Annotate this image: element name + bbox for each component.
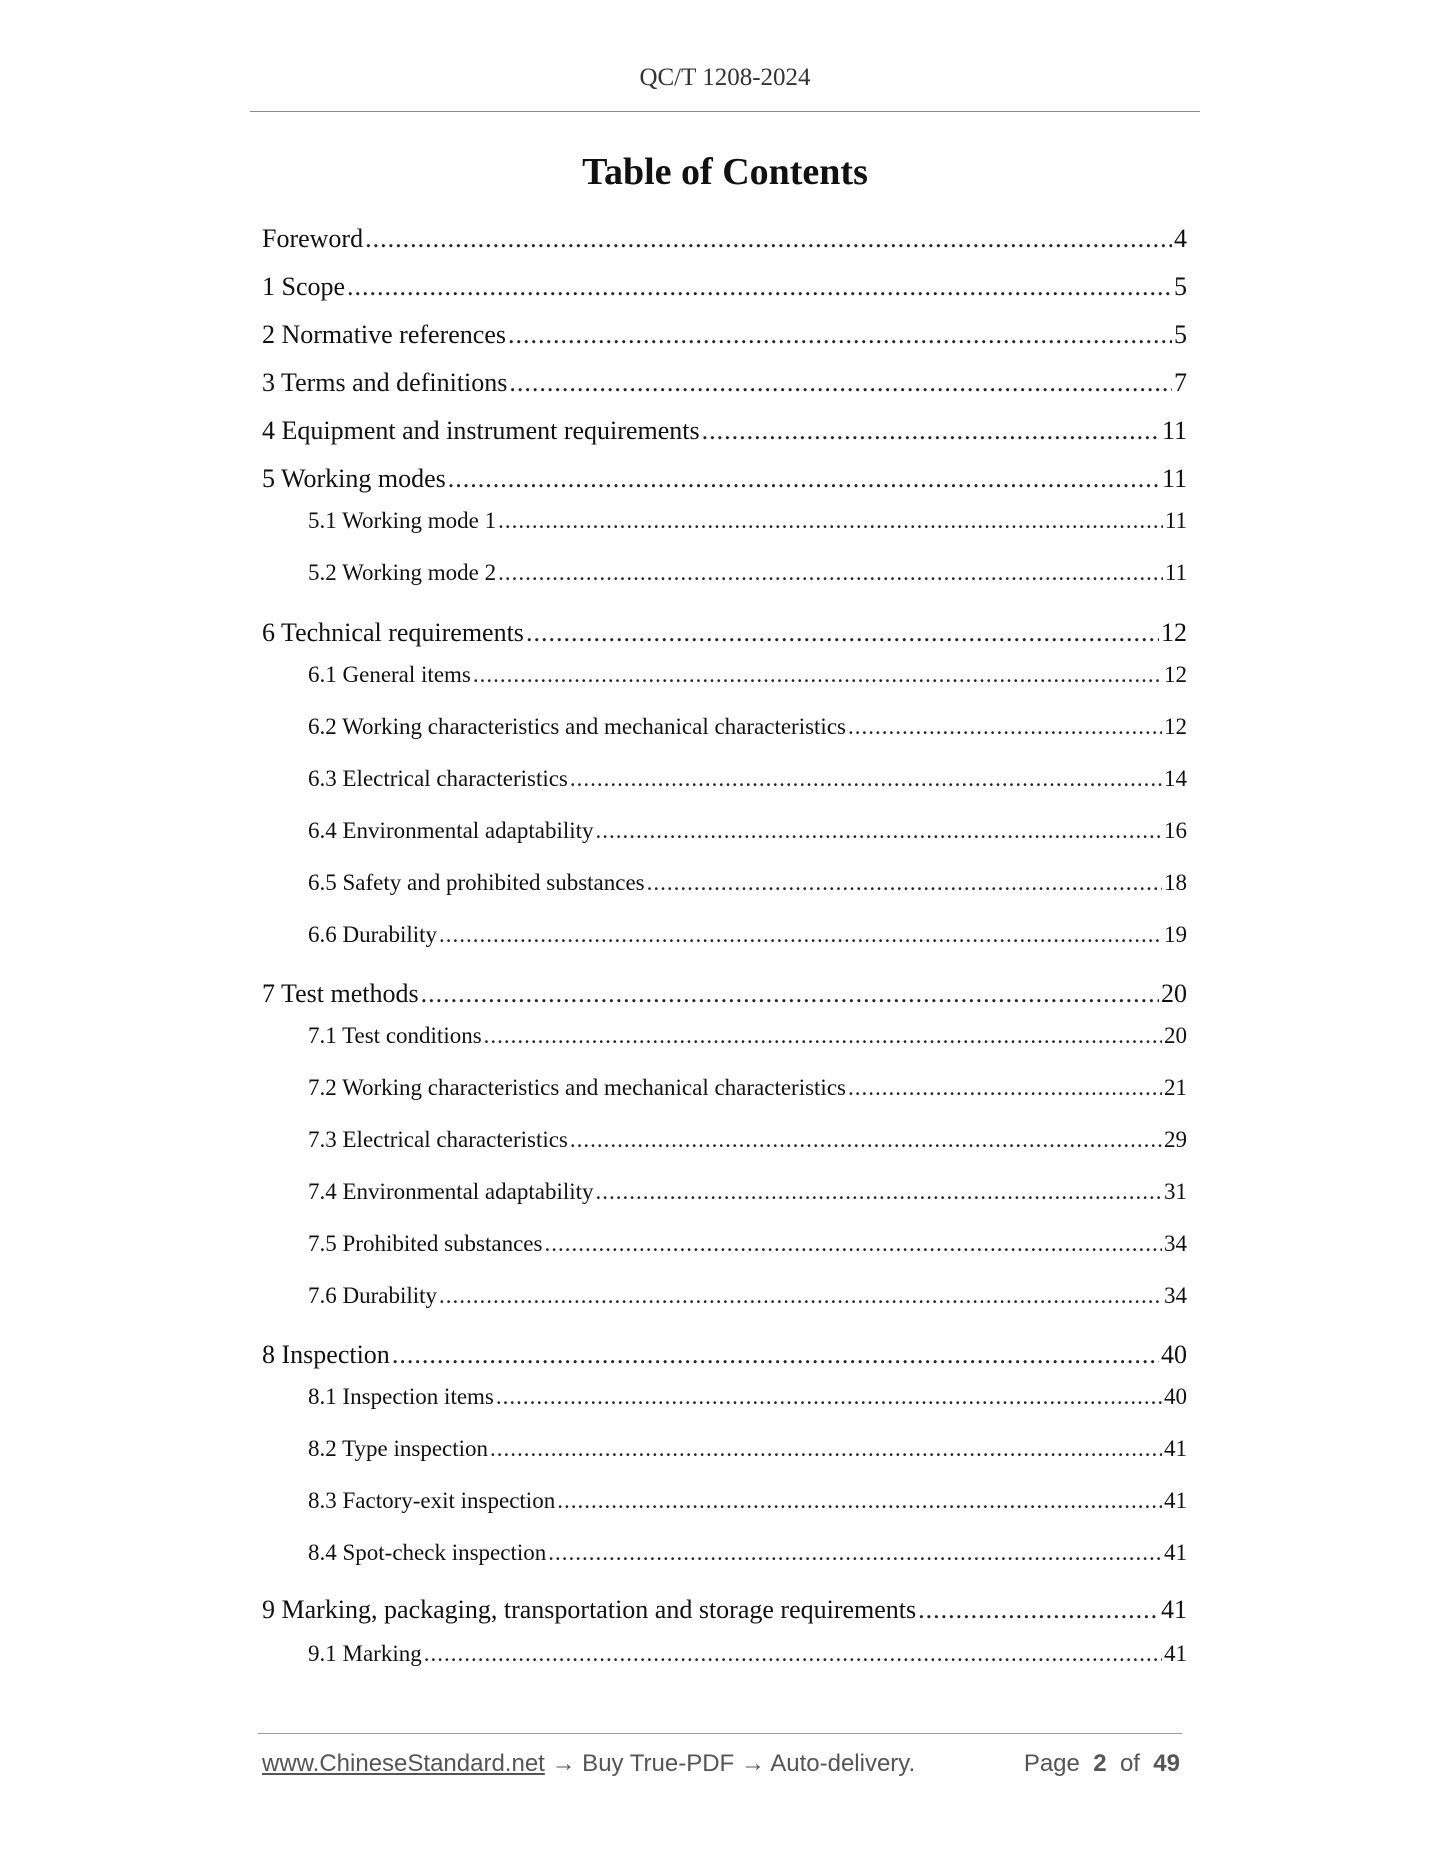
toc-dot-leader	[484, 1023, 1162, 1049]
toc-page-number: 40	[1164, 1384, 1187, 1409]
toc-dot-leader	[392, 1340, 1159, 1370]
toc-dot-leader	[702, 416, 1160, 446]
toc-entry-label: 8.1 Inspection items	[308, 1384, 494, 1409]
toc-dot-leader	[498, 560, 1163, 586]
toc-page-number: 7	[1174, 368, 1187, 397]
toc-page-number: 11	[1164, 508, 1187, 533]
toc-entry-label: 7.5 Prohibited substances	[308, 1231, 543, 1256]
toc-page-number: 11	[1161, 416, 1187, 445]
toc-entry-label: Foreword	[262, 224, 364, 253]
toc-dot-leader	[439, 922, 1162, 948]
toc-entry-label: 3 Terms and definitions	[262, 368, 508, 397]
toc-page-number: 5	[1174, 272, 1187, 301]
toc-subsection-entry[interactable]	[308, 922, 1187, 948]
toc-page-number: 20	[1164, 1023, 1187, 1048]
toc-entry-label: 8 Inspection	[262, 1340, 390, 1369]
toc-page-number: 11	[1161, 464, 1187, 493]
footer-divider	[258, 1733, 1182, 1734]
toc-entry-label: 7.1 Test conditions	[308, 1023, 482, 1048]
toc-dot-leader	[918, 1595, 1159, 1625]
toc-dot-leader	[596, 1179, 1162, 1205]
toc-page-number: 21	[1164, 1075, 1187, 1100]
toc-page-number: 41	[1164, 1488, 1187, 1513]
toc-entry-label: 7 Test methods	[262, 979, 419, 1008]
toc-section-entry[interactable]	[262, 368, 1187, 398]
toc-section-entry[interactable]	[262, 320, 1187, 350]
toc-page-number: 40	[1161, 1340, 1187, 1369]
toc-dot-leader	[570, 1127, 1162, 1153]
toc-page-number: 41	[1164, 1436, 1187, 1461]
toc-entry-label: 7.4 Environmental adaptability	[308, 1179, 594, 1204]
toc-subsection-entry[interactable]	[308, 1384, 1187, 1410]
toc-dot-leader	[439, 1283, 1162, 1309]
toc-subsection-entry[interactable]	[308, 1023, 1187, 1049]
toc-subsection-entry[interactable]	[308, 1231, 1187, 1257]
toc-section-entry[interactable]	[262, 464, 1187, 494]
toc-subsection-entry[interactable]	[308, 818, 1187, 844]
toc-dot-leader	[496, 1384, 1162, 1410]
toc-page-number: 19	[1164, 922, 1187, 947]
toc-section-entry[interactable]	[262, 979, 1187, 1009]
toc-subsection-entry[interactable]	[308, 1283, 1187, 1309]
toc-dot-leader	[498, 508, 1163, 534]
toc-entry-label: 7.3 Electrical characteristics	[308, 1127, 568, 1152]
page-word: Page	[1023, 1750, 1080, 1777]
toc-section-entry[interactable]	[262, 272, 1187, 302]
toc-entry-label: 5.2 Working mode 2	[308, 560, 497, 585]
toc-dot-leader	[509, 368, 1172, 398]
toc-page-number: 34	[1164, 1283, 1187, 1308]
toc-dot-leader	[848, 1075, 1162, 1101]
toc-page-number: 16	[1164, 818, 1187, 843]
toc-entry-label: 2 Normative references	[262, 320, 506, 349]
toc-dot-leader	[526, 618, 1159, 648]
toc-page-number: 5	[1174, 320, 1187, 349]
document-code-header: QC/T 1208-2024	[639, 64, 811, 91]
toc-page-number: 12	[1161, 618, 1187, 647]
toc-entry-label: 6.4 Environmental adaptability	[308, 818, 594, 843]
toc-page-number: 31	[1164, 1179, 1187, 1204]
toc-dot-leader	[570, 766, 1162, 792]
website-link[interactable]: www.ChineseStandard.net	[262, 1750, 545, 1777]
toc-entry-label: 6.6 Durability	[308, 922, 438, 947]
toc-dot-leader	[365, 224, 1172, 254]
toc-subsection-entry[interactable]	[308, 1075, 1187, 1101]
toc-page-number: 14	[1164, 766, 1187, 791]
toc-dot-leader	[647, 870, 1162, 896]
toc-entry-label: 4 Equipment and instrument requirements	[262, 416, 700, 445]
toc-dot-leader	[448, 464, 1160, 494]
toc-subsection-entry[interactable]	[308, 1127, 1187, 1153]
footer-promo	[262, 1750, 915, 1778]
page-current-number: 2	[1093, 1750, 1107, 1777]
toc-dot-leader	[424, 1641, 1162, 1667]
toc-section-entry[interactable]	[262, 224, 1187, 254]
toc-section-entry[interactable]	[262, 618, 1187, 648]
toc-entry-label: 6 Technical requirements	[262, 618, 524, 647]
toc-page-number: 41	[1164, 1641, 1187, 1666]
toc-entry-label: 7.6 Durability	[308, 1283, 438, 1308]
toc-subsection-entry[interactable]	[308, 662, 1187, 688]
toc-entry-label: 8.4 Spot-check inspection	[308, 1540, 547, 1565]
toc-dot-leader	[347, 272, 1172, 302]
toc-page-number: 4	[1174, 224, 1187, 253]
toc-subsection-entry[interactable]	[308, 1641, 1187, 1667]
toc-page-number: 11	[1164, 560, 1187, 585]
footer-tagline: → Buy True-PDF → Auto-delivery.	[544, 1750, 916, 1777]
toc-subsection-entry[interactable]	[308, 508, 1187, 534]
page-indicator	[1024, 1750, 1180, 1778]
toc-dot-leader	[557, 1488, 1162, 1514]
toc-page-number: 41	[1164, 1540, 1187, 1565]
toc-page-number: 29	[1164, 1127, 1187, 1152]
toc-entry-label: 7.2 Working characteristics and mechanical characteristics	[308, 1075, 846, 1100]
page-title: Table of Contents	[582, 151, 868, 193]
toc-entry-label: 8.2 Type inspection	[308, 1436, 489, 1461]
toc-subsection-entry[interactable]	[308, 1540, 1187, 1566]
toc-entry-label: 5 Working modes	[262, 464, 446, 493]
toc-entry-label: 8.3 Factory-exit inspection	[308, 1488, 556, 1513]
toc-section-entry[interactable]	[262, 1595, 1187, 1625]
toc-entry-label: 6.1 General items	[308, 662, 471, 687]
toc-dot-leader	[548, 1540, 1162, 1566]
of-word: of	[1119, 1750, 1140, 1777]
toc-section-entry[interactable]	[262, 1340, 1187, 1370]
toc-subsection-entry[interactable]	[308, 1436, 1187, 1462]
toc-subsection-entry[interactable]	[308, 560, 1187, 586]
toc-dot-leader	[473, 662, 1162, 688]
toc-subsection-entry[interactable]	[308, 766, 1187, 792]
toc-dot-leader	[421, 979, 1159, 1009]
toc-subsection-entry[interactable]	[308, 1179, 1187, 1205]
toc-entry-label: 5.1 Working mode 1	[308, 508, 497, 533]
toc-dot-leader	[848, 714, 1162, 740]
page-total-number: 49	[1153, 1750, 1180, 1777]
toc-subsection-entry[interactable]	[308, 1488, 1187, 1514]
toc-section-entry[interactable]	[262, 416, 1187, 446]
table-of-contents	[262, 0, 1187, 1700]
toc-entry-label: 9.1 Marking	[308, 1641, 422, 1666]
toc-entry-label: 9 Marking, packaging, transportation and storage requirements	[262, 1595, 917, 1624]
toc-dot-leader	[508, 320, 1172, 350]
toc-page-number: 34	[1164, 1231, 1187, 1256]
toc-dot-leader	[490, 1436, 1162, 1462]
page-footer	[262, 1750, 1180, 1778]
toc-dot-leader	[596, 818, 1162, 844]
toc-entry-label: 1 Scope	[262, 272, 346, 301]
toc-page-number: 41	[1161, 1595, 1187, 1624]
toc-page-number: 12	[1164, 662, 1187, 687]
toc-entry-label: 6.5 Safety and prohibited substances	[308, 870, 645, 895]
toc-page-number: 20	[1161, 979, 1187, 1008]
toc-dot-leader	[544, 1231, 1162, 1257]
toc-subsection-entry[interactable]	[308, 714, 1187, 740]
toc-page-number: 18	[1164, 870, 1187, 895]
toc-entry-label: 6.2 Working characteristics and mechanical characteristics	[308, 714, 846, 739]
toc-subsection-entry[interactable]	[308, 870, 1187, 896]
toc-entry-label: 6.3 Electrical characteristics	[308, 766, 568, 791]
toc-page-number: 12	[1164, 714, 1187, 739]
